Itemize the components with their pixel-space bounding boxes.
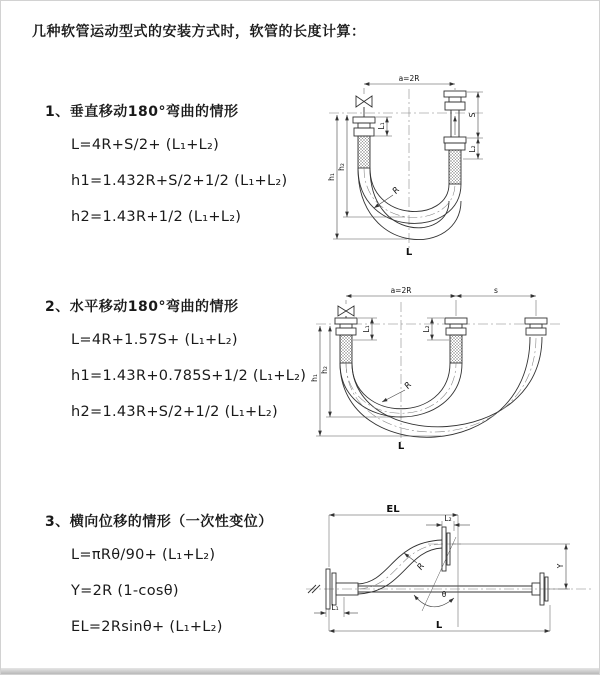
section-3-heading: 3、横向位移的情形（一次性变位） — [45, 514, 273, 530]
dim-label-radius: R — [402, 380, 415, 392]
dim-label-h1: h₁ — [310, 374, 319, 382]
left-pipe-fitting — [353, 117, 375, 168]
dimension-width — [364, 74, 455, 94]
dimension-s — [467, 92, 483, 138]
formula-h1-2: h1=1.43R+0.785S+1/2 (L₁+L₂) — [71, 368, 307, 384]
dim-label-h2: h₂ — [320, 366, 329, 374]
hose-centerline — [364, 168, 455, 217]
dim-label-el: EL — [386, 504, 400, 515]
dimension-length — [329, 605, 550, 631]
dim-label-radius: R — [415, 561, 428, 573]
hose-centerlines — [346, 337, 536, 432]
dim-label-length: L — [435, 620, 443, 631]
dim-label-theta: θ — [441, 590, 447, 599]
dim-label-length: L — [405, 247, 413, 258]
hose-curves — [340, 337, 542, 437]
radius-leader — [374, 185, 402, 208]
radius-leader — [382, 380, 414, 402]
dim-label-l2: L₂ — [444, 514, 452, 523]
section-lateral-displacement — [45, 511, 273, 654]
dimension-shift — [456, 286, 536, 316]
left-pipe-fitting — [335, 318, 357, 363]
lateral-displacement-diagram — [296, 499, 600, 651]
radius-leader — [404, 553, 427, 572]
page-edge-shadow — [1, 668, 599, 674]
dimension-h1 — [310, 326, 441, 436]
shifted-pipe-fitting — [525, 318, 547, 335]
figure-horizontal-180 — [304, 284, 599, 452]
dim-label-h2: h₂ — [337, 163, 346, 171]
dimension-el — [329, 504, 458, 627]
formula-L-3: L=πRθ/90+ (L₁+L₂) — [71, 547, 216, 563]
section-1-heading: 1、垂直移动180°弯曲的情形 — [45, 104, 239, 120]
dim-label-l1: L₁ — [331, 603, 339, 612]
figure-lateral-displacement — [296, 499, 600, 651]
dim-label-l1: L₁ — [362, 325, 371, 333]
formula-L-1: L=4R+S/2+ (L₁+L₂) — [71, 137, 220, 153]
section-2-heading: 2、水平移动180°弯曲的情形 — [45, 299, 239, 315]
dim-label-width: a=2R — [398, 74, 420, 83]
section-horizontal-movement — [45, 296, 306, 439]
formula-L-2: L=4R+1.57S+ (L₁+L₂) — [71, 332, 238, 348]
page-title: 几种软管运动型式的安装方式时，软管的长度计算： — [32, 24, 366, 40]
dim-label-h1: h₁ — [327, 173, 336, 181]
dimension-h2 — [337, 115, 405, 217]
dim-label-length: L — [397, 441, 405, 452]
formula-h2-2: h2=1.43R+S/2+1/2 (L₁+L₂) — [71, 404, 278, 420]
horizontal-180-diagram — [304, 284, 599, 452]
dim-label-s: S — [468, 112, 477, 118]
dim-label-l1: L₁ — [377, 122, 386, 130]
dim-label-width: a=2R — [390, 286, 412, 295]
vertical-180-diagram — [307, 71, 592, 259]
formula-Y-3: Y=2R (1-cosθ) — [71, 583, 179, 599]
figure-vertical-180 — [307, 71, 592, 259]
dim-label-y: Y — [556, 563, 565, 569]
hose-curves — [358, 168, 461, 240]
dim-label-l2: L₂ — [422, 325, 431, 333]
valve-icon — [338, 306, 354, 318]
right-pipe-fitting — [444, 91, 466, 184]
dim-label-radius: R — [390, 185, 403, 197]
formula-h2-1: h2=1.43R+1/2 (L₁+L₂) — [71, 209, 242, 225]
dimension-y — [452, 544, 570, 589]
section-vertical-movement — [45, 101, 287, 244]
formula-h1-1: h1=1.432R+S/2+1/2 (L₁+L₂) — [71, 173, 288, 189]
dim-label-l2: L₂ — [468, 145, 477, 153]
formula-EL-3: EL=2Rsinθ+ (L₁+L₂) — [71, 619, 223, 635]
dim-label-shift: s — [494, 286, 498, 295]
valve-icon — [356, 96, 372, 117]
dimension-l2 — [426, 514, 470, 531]
middle-pipe-fitting — [445, 318, 467, 363]
